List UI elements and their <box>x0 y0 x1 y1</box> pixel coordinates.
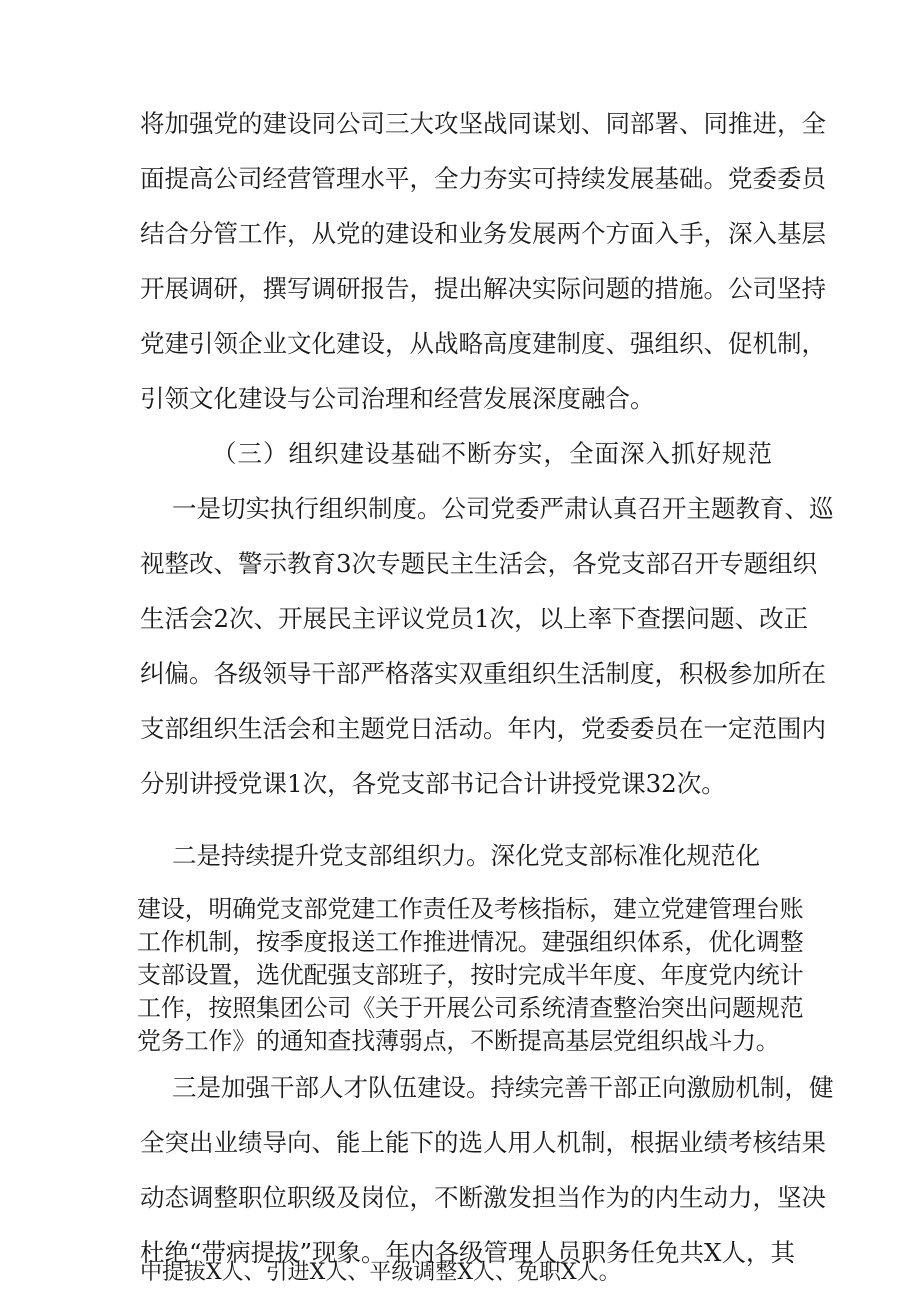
paragraph-line: 党建引领企业文化建设，从战略高度建制度、强组织、促机制， <box>140 329 826 358</box>
paragraph-line: 视整改、警示教育3次专题民主生活会，各党支部召开专题组织 <box>140 549 818 578</box>
paragraph-line: 面提高公司经营管理水平，全力夯实可持续发展基础。党委委员 <box>140 164 826 193</box>
paragraph-line: 中提拔X人、引进X人、平级调整X人、免职X人。 <box>140 1260 621 1285</box>
paragraph-line: 支部设置，选优配强支部班子，按时完成半年度、年度党内统计 <box>137 961 804 989</box>
paragraph-line: 将加强党的建设同公司三大攻坚战同谋划、同部署、同推进，全 <box>140 109 826 138</box>
paragraph-line: 开展调研，撰写调研报告，提出解决实际问题的措施。公司坚持 <box>140 274 826 303</box>
paragraph-line: 全突出业绩导向、能上能下的选人用人机制，根据业绩考核结果 <box>140 1128 826 1157</box>
paragraph-line: 分别讲授党课1次，各党支部书记合计讲授党课32次。 <box>140 769 726 798</box>
paragraph-line: 支部组织生活会和主题党日活动。年内，党委委员在一定范围内 <box>140 714 826 743</box>
paragraph-line: 纠偏。各级领导干部严格落实双重组织生活制度，积极参加所在 <box>140 659 826 688</box>
paragraph-line: 工作，按照集团公司《关于开展公司系统清查整治突出问题规范 <box>137 994 804 1022</box>
paragraph-line: 建设，明确党支部党建工作责任及考核指标，建立党建管理台账 <box>137 895 804 923</box>
paragraph-line: 生活会2次、开展民主评议党员1次，以上率下查摆问题、改正 <box>140 604 809 633</box>
paragraph-line: 杜绝“带病提拔”现象。年内各级管理人员职务任免共X人，其 <box>140 1238 795 1267</box>
paragraph-line: 结合分管工作，从党的建设和业务发展两个方面入手，深入基层 <box>140 219 826 248</box>
paragraph-line: 一是切实执行组织制度。公司党委严肃认真召开主题教育、巡 <box>172 494 834 523</box>
paragraph-line: 二是持续提升党支部组织力。深化党支部标准化规范化 <box>172 841 760 870</box>
section-heading: （三）组织建设基础不断夯实，全面深入抓好规范 <box>212 439 773 468</box>
paragraph-line: 引领文化建设与公司治理和经营发展深度融合。 <box>140 384 655 413</box>
paragraph-line: 动态调整职位职级及岗位，不断激发担当作为的内生动力，坚决 <box>140 1183 826 1212</box>
paragraph-line: 三是加强干部人才队伍建设。持续完善干部正向激励机制，健 <box>172 1073 834 1102</box>
paragraph-line: 工作机制，按季度报送工作推进情况。建强组织体系，优化调整 <box>137 928 804 956</box>
paragraph-line: 党务工作》的通知查找薄弱点，不断提高基层党组织战斗力。 <box>137 1027 780 1055</box>
